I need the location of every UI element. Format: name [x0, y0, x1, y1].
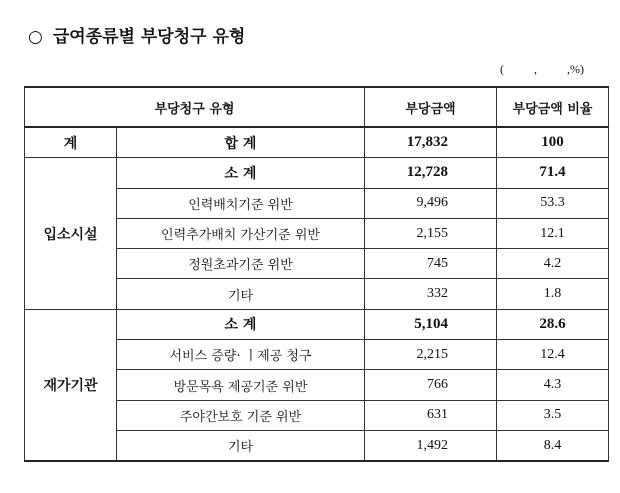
row-amount: 2,155: [365, 218, 497, 248]
total-ratio: 100: [497, 127, 609, 158]
row-label: 기타: [117, 430, 365, 461]
total-category: 계: [25, 127, 117, 158]
row-label: 정원초과기준 위반: [117, 249, 365, 279]
row-ratio: 4.2: [497, 249, 609, 279]
total-amount: 17,832: [365, 127, 497, 158]
header-type: 부당청구 유형: [25, 87, 365, 127]
table-row: [25, 309, 609, 339]
row-ratio: 4.3: [497, 370, 609, 400]
row-label: 인력배치기준 위반: [117, 188, 365, 218]
total-label: 합 계: [117, 127, 365, 158]
section-title-text: 급여종류별 부당청구 유형: [52, 27, 246, 47]
row-ratio: 12.4: [497, 340, 609, 370]
row-amount: 766: [365, 370, 497, 400]
row-ratio: 3.5: [497, 400, 609, 430]
row-label: 기타: [117, 279, 365, 309]
row-label: 소 계: [117, 158, 365, 188]
group-category-facility: 입소시설: [25, 158, 117, 309]
group-category-home-care: 재가기관: [25, 309, 117, 461]
header-ratio: 부당금액 비율: [497, 87, 609, 127]
row-label: 서비스 증량· ㅣ제공 청구: [117, 340, 365, 370]
row-ratio: 1.8: [497, 279, 609, 309]
row-label: 방문목욕 제공기준 위반: [117, 370, 365, 400]
total-row: [25, 127, 609, 158]
row-label: 주야간보호 기준 위반: [117, 400, 365, 430]
section-title: [28, 22, 245, 47]
row-amount: 631: [365, 400, 497, 430]
row-ratio: 28.6: [497, 309, 609, 339]
row-label: 인력추가배치 가산기준 위반: [117, 218, 365, 248]
header-amount: 부당금액: [365, 87, 497, 127]
row-amount: 9,496: [365, 188, 497, 218]
table-header-row: [25, 87, 609, 127]
row-amount: 332: [365, 279, 497, 309]
row-amount: 2,215: [365, 340, 497, 370]
row-amount: 1,492: [365, 430, 497, 461]
table-row: [25, 158, 609, 188]
unit-note: ( , ,%): [500, 62, 584, 76]
row-amount: 5,104: [365, 309, 497, 339]
row-label: 소 계: [117, 309, 365, 339]
row-amount: 12,728: [365, 158, 497, 188]
row-ratio: 8.4: [497, 430, 609, 461]
row-ratio: 53.3: [497, 188, 609, 218]
row-amount: 745: [365, 249, 497, 279]
row-ratio: 12.1: [497, 218, 609, 248]
circle-bullet-icon: ○: [28, 27, 43, 47]
claims-table: [24, 86, 609, 462]
row-ratio: 71.4: [497, 158, 609, 188]
